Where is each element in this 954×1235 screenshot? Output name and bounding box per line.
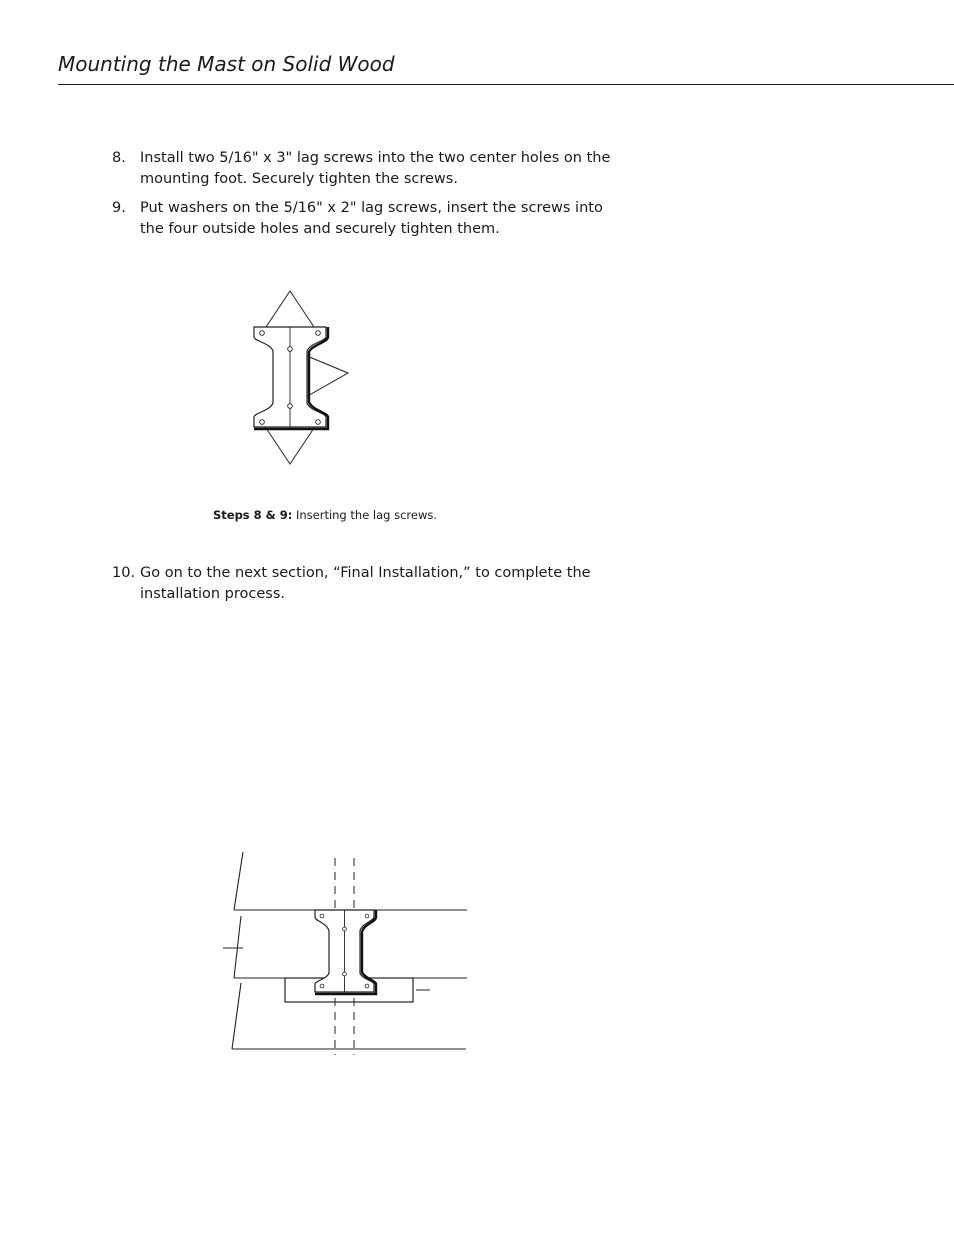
wood-edge [234, 916, 241, 978]
step-number: 8. [112, 150, 126, 166]
page-title: Mounting the Mast on Solid Wood [58, 52, 395, 76]
wood-edge [232, 983, 241, 1049]
step-line: Go on to the next section, “Final Installation,” to complete the [140, 565, 591, 581]
step-number: 10. [112, 565, 136, 581]
caption-label: Steps 8 & 9: [213, 508, 293, 522]
mounting-foot-diagram [240, 285, 360, 470]
step-text [140, 198, 652, 240]
step-10 [112, 563, 652, 605]
center-hole [288, 347, 293, 352]
mounted-foot-side-diagram [215, 845, 475, 1060]
center-hole [288, 404, 293, 409]
outer-hole [320, 984, 324, 988]
outer-hole [316, 420, 321, 425]
outer-hole [316, 331, 321, 336]
outer-hole [260, 420, 265, 425]
step-line: installation process. [140, 586, 285, 602]
center-hole [343, 927, 347, 931]
center-hole [343, 972, 347, 976]
step-number: 9. [112, 200, 126, 216]
figure-caption [213, 508, 437, 522]
step-line: the four outside holes and securely tighten them. [140, 221, 500, 237]
wood-edge [234, 852, 243, 910]
title-rule [58, 84, 954, 85]
caption-text: Inserting the lag screws. [292, 508, 438, 522]
step-line: Install two 5/16" x 3" lag screws into the two center holes on the [140, 150, 611, 166]
outer-hole [365, 984, 369, 988]
outer-hole [320, 914, 324, 918]
step-9 [112, 198, 652, 240]
step-line: Put washers on the 5/16" x 2" lag screws, insert the screws into [140, 200, 603, 216]
outer-hole [365, 914, 369, 918]
step-line: mounting foot. Securely tighten the screws. [140, 171, 458, 187]
step-text [140, 148, 652, 190]
step-8 [112, 148, 652, 190]
step-text [140, 563, 652, 605]
outer-hole [260, 331, 265, 336]
